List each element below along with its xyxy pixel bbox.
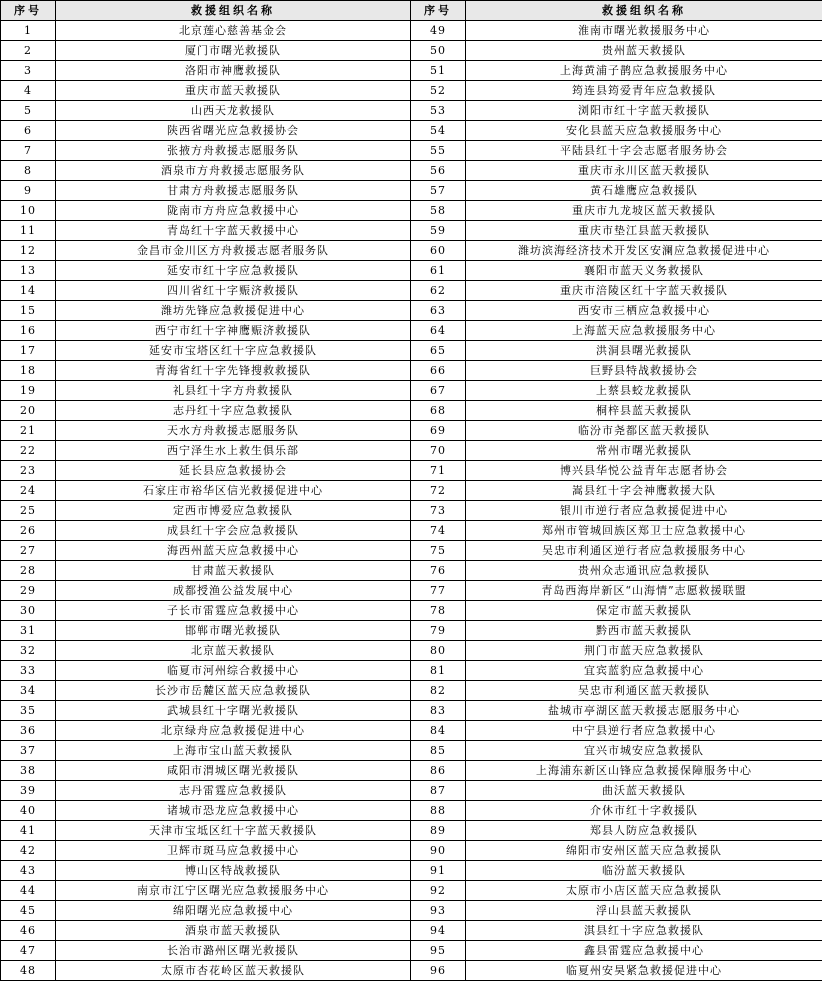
cell-index-right: 54 bbox=[411, 121, 466, 141]
table-row bbox=[1, 281, 822, 301]
cell-name-right: 盐城市亭湖区蓝天救援志愿服务中心 bbox=[466, 701, 822, 721]
cell-name-left: 延安市红十字应急救援队 bbox=[56, 261, 411, 281]
cell-index-left: 40 bbox=[1, 801, 56, 821]
cell-index-right: 81 bbox=[411, 661, 466, 681]
header-name-right: 救援组织名称 bbox=[466, 1, 822, 21]
cell-index-left: 19 bbox=[1, 381, 56, 401]
table-body bbox=[1, 21, 822, 981]
cell-name-left: 厦门市曙光救援队 bbox=[56, 41, 411, 61]
cell-name-right: 上海蓝天应急救援服务中心 bbox=[466, 321, 822, 341]
table-row bbox=[1, 781, 822, 801]
cell-name-right: 上蔡县蛟龙救援队 bbox=[466, 381, 822, 401]
table-row bbox=[1, 201, 822, 221]
cell-name-left: 南京市江宁区曙光应急救援服务中心 bbox=[56, 881, 411, 901]
cell-name-left: 成县红十字会应急救援队 bbox=[56, 521, 411, 541]
cell-name-right: 中宁县逆行者应急救援中心 bbox=[466, 721, 822, 741]
cell-index-left: 39 bbox=[1, 781, 56, 801]
cell-name-right: 桐梓县蓝天救援队 bbox=[466, 401, 822, 421]
cell-name-right: 重庆市九龙坡区蓝天救援队 bbox=[466, 201, 822, 221]
cell-name-right: 鑫县雷霆应急救援中心 bbox=[466, 941, 822, 961]
table-row bbox=[1, 401, 822, 421]
cell-name-left: 甘肃蓝天救援队 bbox=[56, 561, 411, 581]
cell-name-right: 安化县蓝天应急救援服务中心 bbox=[466, 121, 822, 141]
cell-index-right: 78 bbox=[411, 601, 466, 621]
cell-index-right: 83 bbox=[411, 701, 466, 721]
cell-name-left: 石家庄市裕华区信光救援促进中心 bbox=[56, 481, 411, 501]
table-row bbox=[1, 461, 822, 481]
table-row bbox=[1, 41, 822, 61]
table-row bbox=[1, 81, 822, 101]
cell-name-right: 宜宾蓝豹应急救援中心 bbox=[466, 661, 822, 681]
table-row bbox=[1, 881, 822, 901]
table-row bbox=[1, 581, 822, 601]
cell-name-right: 太原市小店区蓝天应急救援队 bbox=[466, 881, 822, 901]
cell-name-left: 邯郸市曙光救援队 bbox=[56, 621, 411, 641]
table-row bbox=[1, 381, 822, 401]
cell-index-right: 65 bbox=[411, 341, 466, 361]
cell-index-left: 45 bbox=[1, 901, 56, 921]
cell-index-right: 92 bbox=[411, 881, 466, 901]
cell-name-left: 青岛红十字蓝天救援中心 bbox=[56, 221, 411, 241]
table-row bbox=[1, 621, 822, 641]
cell-name-left: 志丹红十字应急救援队 bbox=[56, 401, 411, 421]
cell-name-left: 海西州蓝天应急救援中心 bbox=[56, 541, 411, 561]
cell-name-left: 北京绿舟应急救援促进中心 bbox=[56, 721, 411, 741]
cell-index-left: 38 bbox=[1, 761, 56, 781]
cell-index-right: 62 bbox=[411, 281, 466, 301]
cell-index-left: 33 bbox=[1, 661, 56, 681]
cell-name-left: 延安市宝塔区红十字应急救援队 bbox=[56, 341, 411, 361]
cell-index-left: 41 bbox=[1, 821, 56, 841]
table-row bbox=[1, 181, 822, 201]
cell-index-left: 21 bbox=[1, 421, 56, 441]
cell-index-right: 88 bbox=[411, 801, 466, 821]
cell-index-right: 52 bbox=[411, 81, 466, 101]
cell-index-left: 22 bbox=[1, 441, 56, 461]
header-row bbox=[1, 1, 822, 21]
cell-index-left: 32 bbox=[1, 641, 56, 661]
cell-name-right: 银川市逆行者应急救援促进中心 bbox=[466, 501, 822, 521]
cell-name-right: 淮南市曙光救援服务中心 bbox=[466, 21, 822, 41]
cell-index-left: 1 bbox=[1, 21, 56, 41]
cell-index-left: 6 bbox=[1, 121, 56, 141]
cell-name-left: 酒泉市蓝天救援队 bbox=[56, 921, 411, 941]
cell-index-left: 28 bbox=[1, 561, 56, 581]
cell-index-left: 7 bbox=[1, 141, 56, 161]
cell-index-right: 76 bbox=[411, 561, 466, 581]
header-index-right: 序号 bbox=[411, 1, 466, 21]
table-row bbox=[1, 861, 822, 881]
table-row bbox=[1, 161, 822, 181]
table-row bbox=[1, 541, 822, 561]
cell-name-left: 青海省红十字先锋搜救救援队 bbox=[56, 361, 411, 381]
cell-index-left: 43 bbox=[1, 861, 56, 881]
table-row bbox=[1, 941, 822, 961]
cell-name-left: 志丹雷霆应急救援队 bbox=[56, 781, 411, 801]
cell-index-left: 31 bbox=[1, 621, 56, 641]
cell-name-right: 淇县红十字应急救援队 bbox=[466, 921, 822, 941]
cell-index-right: 70 bbox=[411, 441, 466, 461]
cell-index-left: 15 bbox=[1, 301, 56, 321]
cell-name-left: 张掖方舟救援志愿服务队 bbox=[56, 141, 411, 161]
table-row bbox=[1, 601, 822, 621]
cell-name-left: 山西天龙救援队 bbox=[56, 101, 411, 121]
cell-index-left: 35 bbox=[1, 701, 56, 721]
cell-name-left: 礼县红十字方舟救援队 bbox=[56, 381, 411, 401]
cell-name-right: 贵州众志通讯应急救援队 bbox=[466, 561, 822, 581]
cell-name-left: 潍坊先锋应急救援促进中心 bbox=[56, 301, 411, 321]
cell-name-left: 定西市博爱应急救援队 bbox=[56, 501, 411, 521]
cell-index-left: 8 bbox=[1, 161, 56, 181]
table-row bbox=[1, 921, 822, 941]
cell-name-right: 黔西市蓝天救援队 bbox=[466, 621, 822, 641]
table-row bbox=[1, 721, 822, 741]
cell-name-right: 贵州蓝天救援队 bbox=[466, 41, 822, 61]
cell-index-left: 11 bbox=[1, 221, 56, 241]
cell-name-left: 博山区特战救援队 bbox=[56, 861, 411, 881]
cell-name-right: 嵩县红十字会神鹰救援大队 bbox=[466, 481, 822, 501]
table-row bbox=[1, 821, 822, 841]
cell-name-right: 黄石雄鹰应急救援队 bbox=[466, 181, 822, 201]
cell-name-left: 诸城市恐龙应急救援中心 bbox=[56, 801, 411, 821]
cell-name-right: 常州市曙光救援队 bbox=[466, 441, 822, 461]
cell-name-right: 巨野县特战救援协会 bbox=[466, 361, 822, 381]
cell-index-right: 82 bbox=[411, 681, 466, 701]
cell-name-right: 重庆市垫江县蓝天救援队 bbox=[466, 221, 822, 241]
table-row bbox=[1, 321, 822, 341]
cell-name-right: 介休市红十字救援队 bbox=[466, 801, 822, 821]
cell-index-right: 59 bbox=[411, 221, 466, 241]
cell-index-right: 71 bbox=[411, 461, 466, 481]
cell-name-left: 陇南市方舟应急救援中心 bbox=[56, 201, 411, 221]
cell-name-right: 浏阳市红十字蓝天救援队 bbox=[466, 101, 822, 121]
table-row bbox=[1, 101, 822, 121]
table-row bbox=[1, 441, 822, 461]
cell-name-right: 上海浦东新区山锋应急救援保障服务中心 bbox=[466, 761, 822, 781]
header-name-left: 救援组织名称 bbox=[56, 1, 411, 21]
table-row bbox=[1, 261, 822, 281]
cell-name-right: 博兴县华悦公益青年志愿者协会 bbox=[466, 461, 822, 481]
table-row bbox=[1, 301, 822, 321]
cell-index-left: 25 bbox=[1, 501, 56, 521]
table-row bbox=[1, 361, 822, 381]
table-row bbox=[1, 21, 822, 41]
cell-name-left: 长沙市岳麓区蓝天应急救援队 bbox=[56, 681, 411, 701]
cell-index-right: 93 bbox=[411, 901, 466, 921]
cell-name-left: 陕西省曙光应急救援协会 bbox=[56, 121, 411, 141]
cell-index-left: 9 bbox=[1, 181, 56, 201]
cell-name-left: 天水方舟救援志愿服务队 bbox=[56, 421, 411, 441]
cell-index-left: 30 bbox=[1, 601, 56, 621]
cell-name-left: 西宁市红十字神鹰赈济救援队 bbox=[56, 321, 411, 341]
cell-name-left: 重庆市蓝天救援队 bbox=[56, 81, 411, 101]
table-row bbox=[1, 561, 822, 581]
cell-index-right: 49 bbox=[411, 21, 466, 41]
cell-name-left: 酒泉市方舟救援志愿服务队 bbox=[56, 161, 411, 181]
table-row bbox=[1, 681, 822, 701]
cell-index-right: 95 bbox=[411, 941, 466, 961]
cell-name-right: 临夏州安昊紧急救援促进中心 bbox=[466, 961, 822, 981]
cell-index-right: 53 bbox=[411, 101, 466, 121]
cell-index-right: 72 bbox=[411, 481, 466, 501]
table-row bbox=[1, 701, 822, 721]
cell-index-left: 4 bbox=[1, 81, 56, 101]
cell-index-right: 89 bbox=[411, 821, 466, 841]
cell-name-left: 临夏市河州综合救援中心 bbox=[56, 661, 411, 681]
cell-name-right: 重庆市涪陵区红十字蓝天救援队 bbox=[466, 281, 822, 301]
cell-index-right: 60 bbox=[411, 241, 466, 261]
cell-index-right: 63 bbox=[411, 301, 466, 321]
cell-name-left: 成都授渔公益发展中心 bbox=[56, 581, 411, 601]
cell-name-right: 临汾蓝天救援队 bbox=[466, 861, 822, 881]
table-row bbox=[1, 241, 822, 261]
cell-index-right: 67 bbox=[411, 381, 466, 401]
cell-name-right: 洪洞县曙光救援队 bbox=[466, 341, 822, 361]
cell-name-right: 筠连县筠爱青年应急救援队 bbox=[466, 81, 822, 101]
cell-index-left: 34 bbox=[1, 681, 56, 701]
cell-index-right: 74 bbox=[411, 521, 466, 541]
cell-index-left: 37 bbox=[1, 741, 56, 761]
cell-index-right: 87 bbox=[411, 781, 466, 801]
cell-index-left: 29 bbox=[1, 581, 56, 601]
cell-name-left: 咸阳市渭城区曙光救援队 bbox=[56, 761, 411, 781]
cell-index-left: 36 bbox=[1, 721, 56, 741]
cell-name-right: 曲沃蓝天救援队 bbox=[466, 781, 822, 801]
cell-index-right: 56 bbox=[411, 161, 466, 181]
cell-index-right: 58 bbox=[411, 201, 466, 221]
cell-index-right: 75 bbox=[411, 541, 466, 561]
cell-name-left: 子长市雷霆应急救援中心 bbox=[56, 601, 411, 621]
cell-name-left: 洛阳市神鹰救援队 bbox=[56, 61, 411, 81]
cell-name-right: 吴忠市利通区逆行者应急救援服务中心 bbox=[466, 541, 822, 561]
table-row bbox=[1, 901, 822, 921]
cell-index-left: 3 bbox=[1, 61, 56, 81]
cell-name-right: 平陆县红十字会志愿者服务协会 bbox=[466, 141, 822, 161]
cell-index-left: 42 bbox=[1, 841, 56, 861]
cell-index-right: 61 bbox=[411, 261, 466, 281]
table-row bbox=[1, 341, 822, 361]
cell-name-right: 吴忠市利通区蓝天救援队 bbox=[466, 681, 822, 701]
cell-name-left: 四川省红十字赈济救援队 bbox=[56, 281, 411, 301]
cell-index-left: 17 bbox=[1, 341, 56, 361]
cell-index-left: 44 bbox=[1, 881, 56, 901]
cell-name-left: 甘肃方舟救援志愿服务队 bbox=[56, 181, 411, 201]
table-row bbox=[1, 761, 822, 781]
cell-name-left: 西宁泽生水上救生俱乐部 bbox=[56, 441, 411, 461]
cell-index-right: 90 bbox=[411, 841, 466, 861]
cell-index-right: 94 bbox=[411, 921, 466, 941]
cell-index-left: 12 bbox=[1, 241, 56, 261]
table-row bbox=[1, 641, 822, 661]
cell-name-left: 绵阳曙光应急救援中心 bbox=[56, 901, 411, 921]
cell-index-left: 5 bbox=[1, 101, 56, 121]
cell-name-right: 浮山县蓝天救援队 bbox=[466, 901, 822, 921]
cell-index-left: 26 bbox=[1, 521, 56, 541]
cell-name-right: 襄阳市蓝天义务救援队 bbox=[466, 261, 822, 281]
table-row bbox=[1, 741, 822, 761]
cell-index-right: 77 bbox=[411, 581, 466, 601]
cell-name-left: 北京蓝天救援队 bbox=[56, 641, 411, 661]
cell-name-right: 西安市三栖应急救援中心 bbox=[466, 301, 822, 321]
cell-index-left: 10 bbox=[1, 201, 56, 221]
cell-name-left: 长治市潞州区曙光救援队 bbox=[56, 941, 411, 961]
table-row bbox=[1, 521, 822, 541]
cell-name-right: 郑州市管城回族区郑卫士应急救援中心 bbox=[466, 521, 822, 541]
cell-index-left: 2 bbox=[1, 41, 56, 61]
cell-name-left: 武城县红十字曙光救援队 bbox=[56, 701, 411, 721]
cell-name-right: 重庆市永川区蓝天救援队 bbox=[466, 161, 822, 181]
cell-index-left: 27 bbox=[1, 541, 56, 561]
cell-index-right: 69 bbox=[411, 421, 466, 441]
cell-index-right: 80 bbox=[411, 641, 466, 661]
table-row bbox=[1, 661, 822, 681]
header-index-left: 序号 bbox=[1, 1, 56, 21]
cell-index-right: 84 bbox=[411, 721, 466, 741]
cell-index-left: 16 bbox=[1, 321, 56, 341]
cell-name-left: 天津市宝坻区红十字蓝天救援队 bbox=[56, 821, 411, 841]
cell-name-right: 青岛西海岸新区“山海情”志愿救援联盟 bbox=[466, 581, 822, 601]
cell-name-right: 荆门市蓝天应急救援队 bbox=[466, 641, 822, 661]
cell-name-left: 太原市杏花岭区蓝天救援队 bbox=[56, 961, 411, 981]
table-row bbox=[1, 141, 822, 161]
cell-index-right: 57 bbox=[411, 181, 466, 201]
cell-index-left: 13 bbox=[1, 261, 56, 281]
cell-name-right: 临汾市尧都区蓝天救援队 bbox=[466, 421, 822, 441]
cell-index-left: 18 bbox=[1, 361, 56, 381]
cell-index-left: 24 bbox=[1, 481, 56, 501]
cell-index-left: 46 bbox=[1, 921, 56, 941]
cell-name-left: 北京莲心慈善基金会 bbox=[56, 21, 411, 41]
cell-index-right: 64 bbox=[411, 321, 466, 341]
table-row bbox=[1, 801, 822, 821]
cell-index-right: 51 bbox=[411, 61, 466, 81]
table-row bbox=[1, 841, 822, 861]
cell-name-right: 上海黄浦子鹊应急救援服务中心 bbox=[466, 61, 822, 81]
cell-name-right: 郑县人防应急救援队 bbox=[466, 821, 822, 841]
cell-name-left: 卫辉市斑马应急救援中心 bbox=[56, 841, 411, 861]
table-row bbox=[1, 221, 822, 241]
cell-index-right: 66 bbox=[411, 361, 466, 381]
cell-name-left: 延长县应急救援协会 bbox=[56, 461, 411, 481]
table-row bbox=[1, 421, 822, 441]
cell-index-right: 50 bbox=[411, 41, 466, 61]
cell-index-right: 91 bbox=[411, 861, 466, 881]
cell-index-left: 20 bbox=[1, 401, 56, 421]
table-row bbox=[1, 61, 822, 81]
cell-index-left: 14 bbox=[1, 281, 56, 301]
cell-index-right: 85 bbox=[411, 741, 466, 761]
table-row bbox=[1, 501, 822, 521]
cell-name-right: 绵阳市安州区蓝天应急救援队 bbox=[466, 841, 822, 861]
cell-index-right: 73 bbox=[411, 501, 466, 521]
cell-name-right: 宜兴市城安应急救援队 bbox=[466, 741, 822, 761]
table-row bbox=[1, 481, 822, 501]
cell-index-right: 96 bbox=[411, 961, 466, 981]
cell-index-left: 23 bbox=[1, 461, 56, 481]
cell-index-right: 86 bbox=[411, 761, 466, 781]
cell-index-right: 79 bbox=[411, 621, 466, 641]
cell-name-right: 保定市蓝天救援队 bbox=[466, 601, 822, 621]
cell-name-left: 上海市宝山蓝天救援队 bbox=[56, 741, 411, 761]
cell-index-right: 68 bbox=[411, 401, 466, 421]
cell-name-left: 金昌市金川区方舟救援志愿者服务队 bbox=[56, 241, 411, 261]
table-row bbox=[1, 121, 822, 141]
cell-index-left: 47 bbox=[1, 941, 56, 961]
cell-name-right: 潍坊滨海经济技术开发区安澜应急救援促进中心 bbox=[466, 241, 822, 261]
cell-index-right: 55 bbox=[411, 141, 466, 161]
cell-index-left: 48 bbox=[1, 961, 56, 981]
